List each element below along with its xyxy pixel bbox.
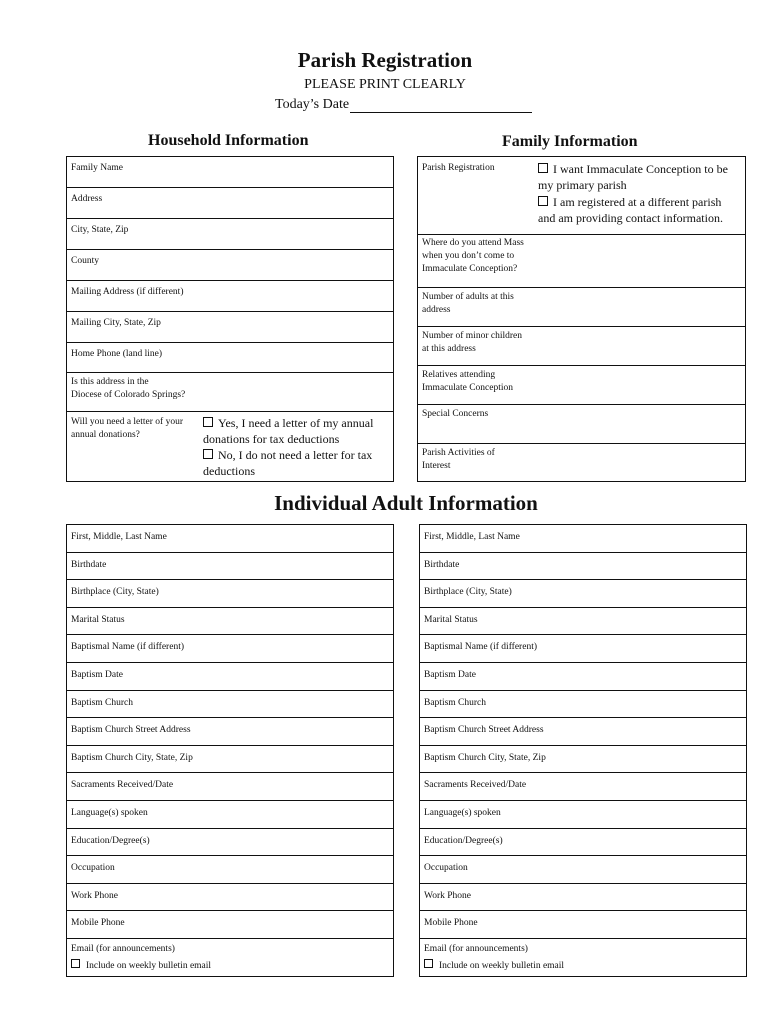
- adult-right-field-row[interactable]: [420, 608, 746, 636]
- minors-label: [422, 330, 522, 356]
- email-label: Email (for announcements): [424, 944, 528, 954]
- minors-label-line2: at this address: [422, 344, 476, 354]
- adult-left-field-row[interactable]: [67, 718, 393, 746]
- household-box: [66, 156, 394, 482]
- adult-right-field-row[interactable]: [420, 746, 746, 774]
- field-label: Birthdate: [71, 559, 107, 570]
- field-label: Family Name: [71, 163, 123, 173]
- bulletin-option[interactable]: [71, 959, 211, 971]
- field-label: Occupation: [71, 863, 115, 874]
- adult-right-field-row[interactable]: [420, 801, 746, 829]
- todays-date-blank[interactable]: [350, 98, 532, 113]
- field-label: Baptism Church: [424, 697, 487, 708]
- letter-no-checkbox[interactable]: [203, 449, 213, 459]
- adult-right-field-row[interactable]: [420, 525, 746, 553]
- activities-label: [422, 447, 495, 473]
- different-parish-line2: and am providing contact information.: [538, 211, 723, 225]
- field-label: Language(s) spoken: [71, 808, 148, 818]
- special-concerns-label: Special Concerns: [422, 409, 489, 419]
- field-label: Occupation: [424, 863, 468, 874]
- household-row-diocese[interactable]: [67, 373, 393, 412]
- adult-right-field-row[interactable]: [420, 884, 746, 912]
- adult-left-field-row[interactable]: [67, 553, 393, 581]
- family-heading: Family Information: [502, 133, 638, 150]
- different-parish-line1: I am registered at a different parish: [553, 195, 722, 209]
- adult-left-field-row[interactable]: [67, 856, 393, 884]
- family-row-mass[interactable]: [418, 235, 745, 288]
- minors-label-line1: Number of minor children: [422, 331, 522, 341]
- adult-left-field-row[interactable]: [67, 773, 393, 801]
- letter-no-line1: No, I do not need a letter for tax: [218, 448, 373, 462]
- relatives-label: [422, 369, 513, 395]
- field-label: Sacraments Received/Date: [71, 780, 174, 791]
- field-label: County: [71, 256, 99, 266]
- primary-parish-line2: my primary parish: [538, 178, 627, 192]
- adult-left-email-row[interactable]: [67, 939, 393, 978]
- field-label: Education/Degree(s): [424, 835, 503, 846]
- page-subtitle: PLEASE PRINT CLEARLY: [304, 77, 466, 92]
- adult-left-field-row[interactable]: [67, 829, 393, 857]
- adults-label-line1: Number of adults at this: [422, 292, 514, 302]
- mass-label-line2: when you don’t come to: [422, 251, 515, 261]
- mass-label-line3: Immaculate Conception?: [422, 264, 518, 274]
- bulletin-option[interactable]: [424, 959, 564, 971]
- adult-right-field-row[interactable]: [420, 829, 746, 857]
- field-label: Marital Status: [424, 614, 478, 625]
- diocese-label: [71, 376, 185, 402]
- field-label: Work Phone: [71, 890, 118, 901]
- household-row-family-name[interactable]: [67, 157, 393, 188]
- field-label: Birthdate: [424, 559, 460, 570]
- activities-label-line1: Parish Activities of: [422, 448, 495, 458]
- mass-label-line1: Where do you attend Mass: [422, 238, 524, 248]
- household-row-address[interactable]: [67, 188, 393, 219]
- todays-date-label: Today’s Date: [275, 97, 350, 112]
- household-row-letter: [67, 412, 393, 483]
- field-label: Baptism Church: [71, 697, 134, 708]
- field-label: City, State, Zip: [71, 225, 129, 235]
- field-label: Baptism Church Street Address: [71, 725, 191, 736]
- letter-yes-line1: Yes, I need a letter of my annual: [218, 416, 374, 430]
- primary-parish-option[interactable]: [538, 161, 728, 193]
- adult-left-field-row[interactable]: [67, 635, 393, 663]
- adult-left-field-row[interactable]: [67, 580, 393, 608]
- household-row-mailing-address[interactable]: [67, 281, 393, 312]
- field-label: Baptismal Name (if different): [71, 642, 184, 653]
- family-row-activities[interactable]: [418, 444, 745, 483]
- household-row-mailing-city[interactable]: [67, 312, 393, 343]
- field-label: Mailing City, State, Zip: [71, 318, 161, 328]
- field-label: Address: [71, 194, 103, 204]
- field-label: Birthplace (City, State): [71, 587, 159, 598]
- primary-parish-checkbox[interactable]: [538, 163, 548, 173]
- field-label: Mailing Address (if different): [71, 287, 184, 297]
- field-label: Sacraments Received/Date: [424, 780, 527, 791]
- adult-right-field-row[interactable]: [420, 553, 746, 581]
- adult-right-field-row[interactable]: [420, 773, 746, 801]
- adult-left-field-row[interactable]: [67, 884, 393, 912]
- adult-left-field-row[interactable]: [67, 525, 393, 553]
- field-label: Birthplace (City, State): [424, 587, 512, 598]
- primary-parish-line1: I want Immaculate Conception to be: [553, 162, 728, 176]
- household-row-county[interactable]: [67, 250, 393, 281]
- field-label: Baptism Church City, State, Zip: [424, 752, 546, 763]
- field-label: Work Phone: [424, 890, 471, 901]
- parish-registration-label: Parish Registration: [422, 163, 495, 173]
- letter-yes-option[interactable]: [203, 415, 373, 447]
- different-parish-checkbox[interactable]: [538, 196, 548, 206]
- field-label: First, Middle, Last Name: [71, 532, 167, 542]
- email-label: Email (for announcements): [71, 944, 175, 954]
- adults-label: [422, 291, 514, 317]
- adult-right-field-row[interactable]: [420, 691, 746, 719]
- page-title: Parish Registration: [297, 48, 473, 72]
- field-label: Baptism Date: [424, 670, 476, 680]
- letter-label-line1: Will you need a letter of your: [71, 417, 183, 427]
- field-label: First, Middle, Last Name: [424, 532, 520, 542]
- family-box: [417, 156, 746, 482]
- adult-right-field-row[interactable]: [420, 580, 746, 608]
- household-heading: Household Information: [148, 132, 309, 149]
- adults-label-line2: address: [422, 305, 451, 315]
- adult-left-field-row[interactable]: [67, 608, 393, 636]
- field-label: Mobile Phone: [71, 918, 125, 929]
- relatives-label-line2: Immaculate Conception: [422, 383, 514, 393]
- field-label: Education/Degree(s): [71, 835, 150, 846]
- activities-label-line2: Interest: [422, 461, 451, 471]
- adult-left-field-row[interactable]: [67, 746, 393, 774]
- family-row-parish-registration: [418, 157, 745, 235]
- adult-box-right: [419, 524, 747, 977]
- field-label: Home Phone (land line): [71, 349, 163, 359]
- diocese-label-line2: Diocese of Colorado Springs?: [71, 390, 186, 400]
- individual-heading: Individual Adult Information: [274, 491, 538, 515]
- adult-right-field-row[interactable]: [420, 911, 746, 939]
- adult-right-field-row[interactable]: [420, 718, 746, 746]
- adult-left-field-row[interactable]: [67, 691, 393, 719]
- field-label: Baptism Date: [71, 670, 123, 680]
- field-label: Mobile Phone: [424, 918, 478, 929]
- field-label: Baptism Church City, State, Zip: [71, 752, 193, 763]
- adult-right-field-row[interactable]: [420, 635, 746, 663]
- diocese-label-line1: Is this address in the: [71, 377, 149, 387]
- letter-no-line2: deductions: [203, 464, 255, 478]
- bulletin-label: Include on weekly bulletin email: [86, 961, 212, 971]
- adult-left-field-row[interactable]: [67, 801, 393, 829]
- adult-box-left: [66, 524, 394, 977]
- family-row-relatives[interactable]: [418, 366, 745, 405]
- letter-no-option[interactable]: [203, 447, 372, 479]
- letter-label: [71, 416, 183, 442]
- family-row-adults[interactable]: [418, 288, 745, 327]
- adult-left-field-row[interactable]: [67, 663, 393, 691]
- letter-label-line2: annual donations?: [71, 430, 140, 440]
- relatives-label-line1: Relatives attending: [422, 370, 496, 380]
- bulletin-checkbox[interactable]: [71, 959, 80, 968]
- field-label: Marital Status: [71, 614, 125, 625]
- letter-yes-checkbox[interactable]: [203, 417, 213, 427]
- bulletin-label: Include on weekly bulletin email: [439, 961, 565, 971]
- bulletin-checkbox[interactable]: [424, 959, 433, 968]
- adult-right-email-row[interactable]: [420, 939, 746, 978]
- field-label: Baptismal Name (if different): [424, 642, 537, 653]
- adult-right-field-row[interactable]: [420, 663, 746, 691]
- adult-right-field-row[interactable]: [420, 856, 746, 884]
- todays-date-field[interactable]: [275, 97, 532, 113]
- different-parish-option[interactable]: [538, 194, 723, 226]
- field-label: Baptism Church Street Address: [424, 725, 544, 736]
- field-label: Language(s) spoken: [424, 808, 501, 818]
- letter-yes-line2: donations for tax deductions: [203, 432, 340, 446]
- household-row-home-phone[interactable]: [67, 343, 393, 373]
- mass-label: [422, 237, 524, 276]
- household-row-city-state-zip[interactable]: [67, 219, 393, 250]
- adult-left-field-row[interactable]: [67, 911, 393, 939]
- family-row-minors[interactable]: [418, 327, 745, 366]
- family-row-special-concerns[interactable]: [418, 405, 745, 444]
